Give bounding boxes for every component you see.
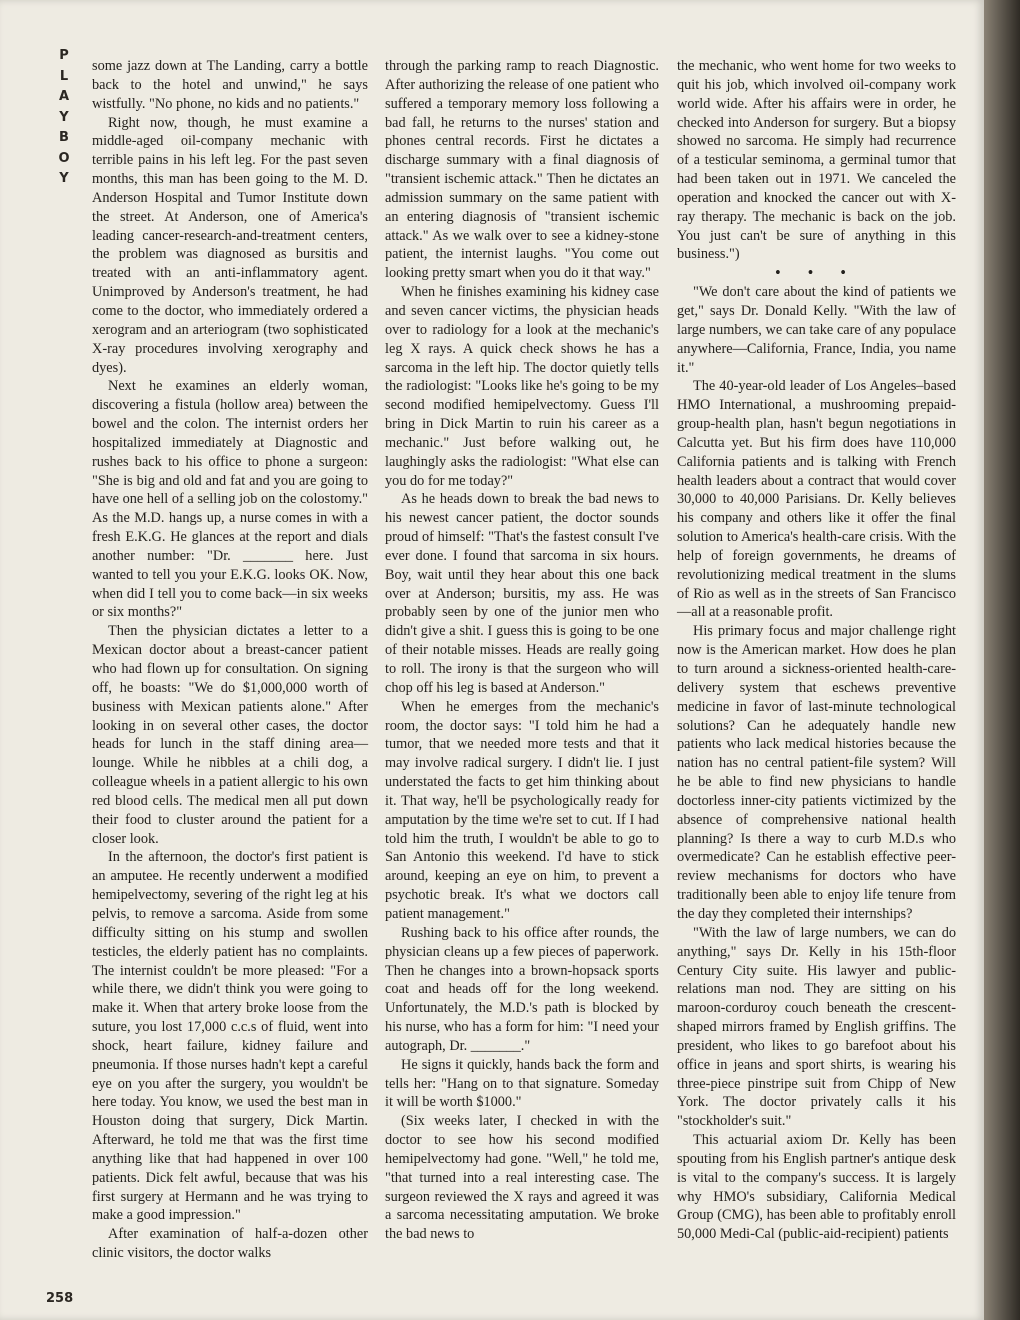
paragraph: Right now, though, he must examine a middle-aged oil-company mechanic with terrible pains in his left leg. For the past seven months, this man has been going to the M. D. Anderson Hospital and Tumor Institute down the street. At Anderson, one of America's leading cancer-research-and-treatment centers, the problem was diagnosed as bursitis and treated with an anti-inflammatory agent. Unimproved by Anderson's treatment, he had come to the doctor, who immediately ordered a xerogram and an arteriogram (two sophisticated X-ray procedures involving xerography and dyes). <box>92 114 368 376</box>
paragraph: Rushing back to his office after rounds, the physician cleans up a few pieces of paperwork. Then he changes into a brown-hopsack sports coat and heads off for the long weekend. Unfortunately, the M.D.'s path is blocked by his nurse, who has a form for him: "I need your autograph, Dr. _______." <box>385 924 659 1054</box>
paragraph: He signs it quickly, hands back the form and tells her: "Hang on to that signature. Someday it will be worth $1000." <box>385 1056 659 1111</box>
paragraph: Then the physician dictates a letter to a Mexican doctor about a breast-cancer patient who had flown up for consultation. On signing off, he boasts: "We do $1,000,000 worth of business with Mexican patients alone." After looking in on several other cases, the doctor heads for lunch in the staff dining area—lounge. While he nibbles at a chili dog, a colleague wheels in a patient allergic to his own red blood cells. The medical men all put down their food to cluster around the patient for a closer look. <box>92 623 368 847</box>
masthead-letter: L <box>59 68 69 84</box>
masthead-letter: O <box>58 150 70 166</box>
paragraph: When he finishes examining his kidney case and seven cancer victims, the physician heads over to radiology for a look at the mechanic's leg X rays. A quick check shows he has a sarcoma in the left hip. The doctor quietly tells the radiologist: "Looks like he's going to be my second modified hemipelvectomy. Guess I'll bring in Dick Martin to ruin his career as a mechanic." Just before walking out, he laughingly asks the radiologist: "What else can you do for me today?" <box>385 284 659 489</box>
paragraph: After examination of half-a-dozen other clinic visitors, the doctor walks <box>92 1226 368 1262</box>
paragraph: the mechanic, who went home for two weeks to quit his job, which involved oil-company work world wide. After his affairs were in order, he checked into Anderson for surgery. But a biopsy showed no sarcoma. He simply had recurrence of a testicular seminoma, a germinal tumor that had been taken out in 1971. We canceled the operation and knocked the cancer out with X-ray therapy. The mechanic is back on the job. You just can't be sure of anything in this business.") <box>677 58 956 263</box>
text-column-3 <box>677 57 956 1244</box>
section-break-dots: • • • <box>775 265 858 282</box>
paragraph: When he emerges from the mechanic's room, the doctor says: "I told him he had a tumor, that we needed more tests and that it may involve radical surgery. I didn't lie. I just understated the facts to get him thinking about it. That way, he'll be psychologically ready for amputation by the time we're set to cut. If I had told him the truth, I wouldn't be able to go to San Antonio this weekend. I'd have to stick around, keeping an eye on him, to prevent a psychotic break. It's what we doctors call patient management." <box>385 698 659 922</box>
paragraph: The 40-year-old leader of Los Angeles–based HMO International, a mushrooming prepaid-group-health plan, hasn't begun negotiations in Calcutta yet. But his firm does have 110,000 California patients and is talking with French health leaders about a contract that would cover 30,000 to 40,000 Parisians. Dr. Kelly believes his company and others like it offer the final solution to America's health-care crisis. With the help of foreign governments, he dreams of revolutionizing medical treatment in the slums of Rio as well as in the streets of San Francisco—all at a reasonable profit. <box>677 378 956 621</box>
paragraph: through the parking ramp to reach Diagnostic. After authorizing the release of one patient who suffered a temporary memory loss following a bad fall, he returns to the nurses' station and phones central records. First he dictates a discharge summary with a final diagnosis of "transient ischemic attack." Then he dictates an admission summary on the same patient with an entering diagnosis of "transient ischemic attack." As we walk over to see a kidney-stone patient, the internist laughs. "You come out looking pretty smart when you do it that way." <box>385 58 659 282</box>
masthead-letter: Y <box>59 109 69 125</box>
masthead-letter: A <box>58 89 70 104</box>
paragraph: "With the law of large numbers, we can do anything," says Dr. Kelly in his 15th-floor Century City suite. His lawyer and public-relations man nod. They are sitting on his maroon-corduroy couch beneath the crescent-shaped mirrors framed by English griffins. The president, who likes to go barefoot about his office in jeans and sport shirts, is wearing his three-piece pinstripe suit from Chipp of New York. The doctor privately calls it his "stockholder's suit." <box>677 924 956 1130</box>
paragraph: As he heads down to break the bad news to his newest cancer patient, the doctor sounds proud of himself: "That's the fastest consult I've ever done. I found that sarcoma in six hours. Boy, wait until they hear about this one back over at Anderson; bursitis, my ass. He was probably seen by one of the junior men who didn't give a shit. I guess this is going to be one of their notable misses. Heads are really going to roll. The irony is that the surgeon who will chop off his leg is based at Anderson." <box>385 491 659 696</box>
paragraph: Next he examines an elderly woman, discovering a fistula (hollow area) between the bowel and the colon. The internist orders her hospitalized immediately at Diagnostic and rushes back to his office to phone a surgeon: "She is big and old and fat and you are going to have one hell of a selling job on the colostomy." As the M.D. hangs up, a nurse comes in with a fresh E.K.G. He glances at the report and dials another number: "Dr. _______ here. Just wanted to tell you your E.K.G. looks OK. Now, when did I tell you to come back—in six weeks or six months?" <box>92 378 368 621</box>
paragraph: "We don't care about the kind of patients we get," says Dr. Donald Kelly. "With the law of large numbers, we can take care of any populace anywhere—California, France, India, you name it." <box>677 284 956 376</box>
binding-edge <box>984 0 1020 1320</box>
masthead-vertical <box>54 46 74 190</box>
paragraph: This actuarial axiom Dr. Kelly has been spouting from his English partner's antique desk is vital to the company's success. It is largely why HMO's subsidiary, California Medical Group (CMG), has been able to profitably enroll 50,000 Medi-Cal (public-aid-recipient) patients <box>677 1132 956 1243</box>
paragraph: In the afternoon, the doctor's first patient is an amputee. He recently underwent a modified hemipelvectomy, severing of the right leg at his pelvis, to remove a sarcoma. Aside from some difficulty sitting on his stump and swollen testicles, the elderly patient has no complaints. The internist couldn't be more pleased: "For a while there, we didn't think you were going to make it. When that artery broke loose from the suture, you lost 17,000 c.c.s of fluid, went into shock, heart failure, kidney failure and pneumonia. If those nurses hadn't kept a careful eye on you after the surgery, you wouldn't be here today. You know, we used the best man in Houston doing that surgery, Dick Martin. Afterward, he told me that was the first time anything like that had happened in over 100 patients. Dick felt awful, because that was his first surgery at Hermann and he was trying to make a good impression." <box>92 849 368 1224</box>
paragraph: His primary focus and major challenge right now is the American market. How does he plan to turn around a sickness-oriented health-care-delivery system that eschews preventive medicine in favor of last-minute technological solutions? Can he adequately handle new patients who lack medical histories because the nation has no central patient-file system? Will he be able to find new physicians to handle doctorless inner-city patients victimized by the absence of comprehensive national health planning? Is there a way to curb M.D.s who overmedicate? Can he establish effective peer-review mechanisms for doctors who have traditionally been able to enjoy life tenure from the day they completed their internships? <box>677 623 956 922</box>
masthead-letter: Y <box>59 171 69 186</box>
masthead-letter: P <box>59 48 69 63</box>
masthead-letter: B <box>59 130 69 145</box>
text-column-2 <box>385 57 659 1244</box>
paragraph: (Six weeks later, I checked in with the doctor to see how his second modified hemipelvectomy had gone. "Well," he told me, "that turned into a real interesting case. The surgeon reviewed the X rays and agreed it was a sarcoma necessitating amputation. We broke the bad news to <box>385 1113 659 1243</box>
paragraph: some jazz down at The Landing, carry a bottle back to the hotel and unwind," he says wistfully. "No phone, no kids and no patients." <box>92 58 368 112</box>
text-column-1 <box>92 57 368 1263</box>
page-number: 258 <box>46 1291 74 1306</box>
